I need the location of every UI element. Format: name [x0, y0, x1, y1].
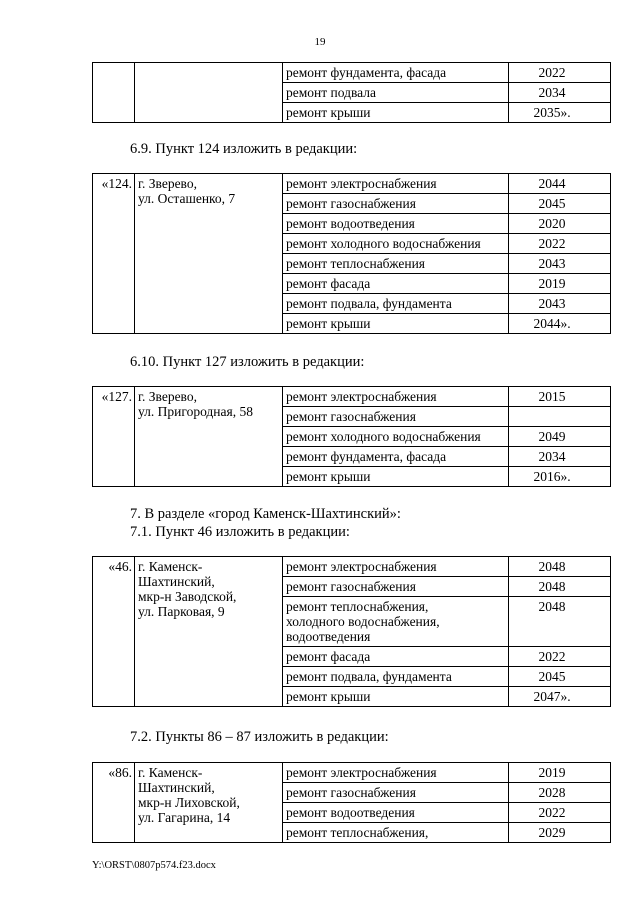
table-item-124 [92, 173, 611, 334]
work-cell: ремонт теплоснабжения [283, 254, 509, 274]
work-cell: ремонт крыши [283, 687, 509, 707]
year-cell: 2044 [509, 174, 611, 194]
year-cell: 2016». [509, 467, 611, 487]
item-number-cell: «46. [93, 557, 135, 707]
work-cell: ремонт фасада [283, 647, 509, 667]
table-row [93, 174, 611, 194]
table-row [93, 763, 611, 783]
work-cell: ремонт теплоснабжения, холодного водоснабжения, водоотведения [283, 597, 509, 647]
item-number-cell: «86. [93, 763, 135, 843]
table-row [93, 557, 611, 577]
work-cell: ремонт крыши [283, 467, 509, 487]
item-number-cell: «127. [93, 387, 135, 487]
year-cell: 2045 [509, 667, 611, 687]
work-cell: ремонт фасада [283, 274, 509, 294]
item-number-cell: «124. [93, 174, 135, 334]
table-item-127 [92, 386, 611, 487]
work-cell: ремонт электроснабжения [283, 557, 509, 577]
work-cell: ремонт холодного водоснабжения [283, 427, 509, 447]
address-cell: г. Зверево, ул. Пригородная, 58 [135, 387, 283, 487]
paragraph-7: 7. В разделе «город Каменск-Шахтинский»: [130, 506, 401, 522]
work-cell: ремонт водоотведения [283, 803, 509, 823]
work-cell: ремонт электроснабжения [283, 387, 509, 407]
work-cell: ремонт холодного водоснабжения [283, 234, 509, 254]
year-cell: 2022 [509, 63, 611, 83]
year-cell: 2034 [509, 447, 611, 467]
work-cell: ремонт фундамента, фасада [283, 63, 509, 83]
year-cell: 2044». [509, 314, 611, 334]
item-number-cell [93, 63, 135, 123]
page-number: 19 [314, 36, 326, 48]
year-cell: 2048 [509, 597, 611, 647]
year-cell: 2019 [509, 763, 611, 783]
work-cell: ремонт газоснабжения [283, 783, 509, 803]
footer-file-path: Y:\ORST\0807p574.f23.docx [92, 860, 216, 871]
year-cell: 2043 [509, 254, 611, 274]
year-cell: 2029 [509, 823, 611, 843]
paragraph-6-9: 6.9. Пункт 124 изложить в редакции: [130, 141, 358, 157]
work-cell: ремонт подвала [283, 83, 509, 103]
work-cell: ремонт газоснабжения [283, 194, 509, 214]
year-cell: 2020 [509, 214, 611, 234]
table-row [93, 387, 611, 407]
year-cell: 2035». [509, 103, 611, 123]
address-cell: г. Каменск- Шахтинский, мкр-н Заводской, ул. Парковая, 9 [135, 557, 283, 707]
work-cell: ремонт крыши [283, 314, 509, 334]
year-cell: 2043 [509, 294, 611, 314]
year-cell: 2034 [509, 83, 611, 103]
year-cell: 2049 [509, 427, 611, 447]
table-item-86 [92, 762, 611, 843]
year-cell [509, 407, 611, 427]
address-cell: г. Зверево, ул. Осташенко, 7 [135, 174, 283, 334]
address-cell: г. Каменск- Шахтинский, мкр-н Лиховской, ул. Гагарина, 14 [135, 763, 283, 843]
year-cell: 2022 [509, 647, 611, 667]
work-cell: ремонт электроснабжения [283, 174, 509, 194]
year-cell: 2028 [509, 783, 611, 803]
work-cell: ремонт газоснабжения [283, 577, 509, 597]
year-cell: 2048 [509, 577, 611, 597]
paragraph-7-2: 7.2. Пункты 86 – 87 изложить в редакции: [130, 729, 389, 745]
work-cell: ремонт водоотведения [283, 214, 509, 234]
work-cell: ремонт подвала, фундамента [283, 294, 509, 314]
year-cell: 2045 [509, 194, 611, 214]
year-cell: 2022 [509, 803, 611, 823]
year-cell: 2015 [509, 387, 611, 407]
work-cell: ремонт газоснабжения [283, 407, 509, 427]
year-cell: 2047». [509, 687, 611, 707]
address-cell [135, 63, 283, 123]
year-cell: 2019 [509, 274, 611, 294]
table-continuation [92, 62, 611, 123]
table-item-46 [92, 556, 611, 707]
work-cell: ремонт теплоснабжения, [283, 823, 509, 843]
table-row [93, 63, 611, 83]
year-cell: 2022 [509, 234, 611, 254]
work-cell: ремонт электроснабжения [283, 763, 509, 783]
paragraph-7-1: 7.1. Пункт 46 изложить в редакции: [130, 524, 350, 540]
work-cell: ремонт крыши [283, 103, 509, 123]
work-cell: ремонт подвала, фундамента [283, 667, 509, 687]
work-cell: ремонт фундамента, фасада [283, 447, 509, 467]
paragraph-6-10: 6.10. Пункт 127 изложить в редакции: [130, 354, 365, 370]
year-cell: 2048 [509, 557, 611, 577]
